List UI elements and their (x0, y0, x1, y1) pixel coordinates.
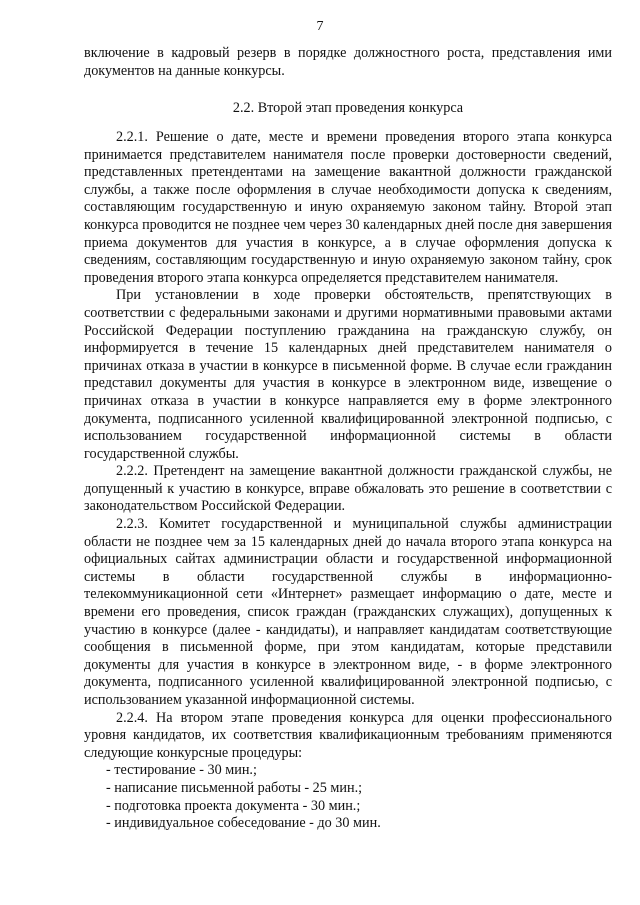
paragraph-2-2-1: 2.2.1. Решение о дате, месте и времени проведения второго этапа конкурса принимается представителем нанимателя после проверки достоверности сведений, представленных претендентами на замещение вакантной должности гражданской службы, а также после оформления в случае необходимости допуска к сведениям, составляющим государственную и иную охраняемую законом тайну. Второй этап конкурса проводится не позднее чем через 30 календарных дней после дня завершения приема документов для участия в конкурсе, а в случае оформления допуска к сведениям, составляющим государственную и иную охраняемую законом тайну, срок проведения второго этапа конкурса определяется представителем нанимателя. (84, 129, 612, 286)
paragraph-refusal: При установлении в ходе проверки обстоятельств, препятствующих в соответствии с федеральными законами и другими нормативными правовыми актами Российской Федерации поступлению гражданина на гражданскую службу, он информируется в течение 15 календарных дней представителем нанимателя о причинах отказа в участии в конкурсе в письменной форме. В случае если гражданин представил документы для участия в конкурсе в электронном виде, извещение о причинах отказа в участии в конкурсе направляется ему в форме электронного документа, подписанного усиленной квалифицированной электронной подписью, с использованием государственной информационной системы в области государственной службы. (84, 287, 612, 462)
procedures-list (84, 762, 612, 832)
paragraph-2-2-4: 2.2.4. На втором этапе проведения конкурса для оценки профессионального уровня кандидатов, их соответствия квалификационным требованиям применяются следующие конкурсные процедуры: (84, 709, 612, 761)
list-item: - тестирование - 30 мин.; (106, 762, 257, 779)
list-item: - написание письменной работы - 25 мин.; (106, 779, 363, 796)
list-item: - индивидуальное собеседование - до 30 мин. (106, 815, 381, 832)
list-item: - подготовка проекта документа - 30 мин.; (106, 797, 361, 814)
section-title: 2.2. Второй этап проведения конкурса (232, 100, 464, 116)
paragraph-2-2-2: 2.2.2. Претендент на замещение вакантной должности гражданской службы, не допущенный к участию в конкурсе, вправе обжаловать это решение в соответствии с законодательством Российской Федерации. (84, 463, 612, 515)
page-number: 7 (316, 19, 324, 34)
intro-paragraph: включение в кадровый резерв в порядке должностного роста, представления ими документов на данные конкурсы. (84, 45, 612, 79)
paragraph-2-2-3: 2.2.3. Комитет государственной и муниципальной службы администрации области не позднее чем за 15 календарных дней до начала второго этапа конкурса на официальных сайтах администрации области и государственной информационной системы в области государственной службы в информационно-телекоммуникационной сети «Интернет» размещает информацию о дате, месте и времени его проведения, список граждан (гражданских служащих), допущенных к участию в конкурсе (далее - кандидаты), и направляет кандидатам соответствующие сообщения в письменной форме, при этом кандидатам, которые представили документы для участия в конкурсе в электронном виде, - в форме электронного документа, подписанного усиленной квалифицированной электронной подписью, с использованием указанной информационной системы. (84, 516, 612, 708)
section-body (84, 129, 612, 833)
